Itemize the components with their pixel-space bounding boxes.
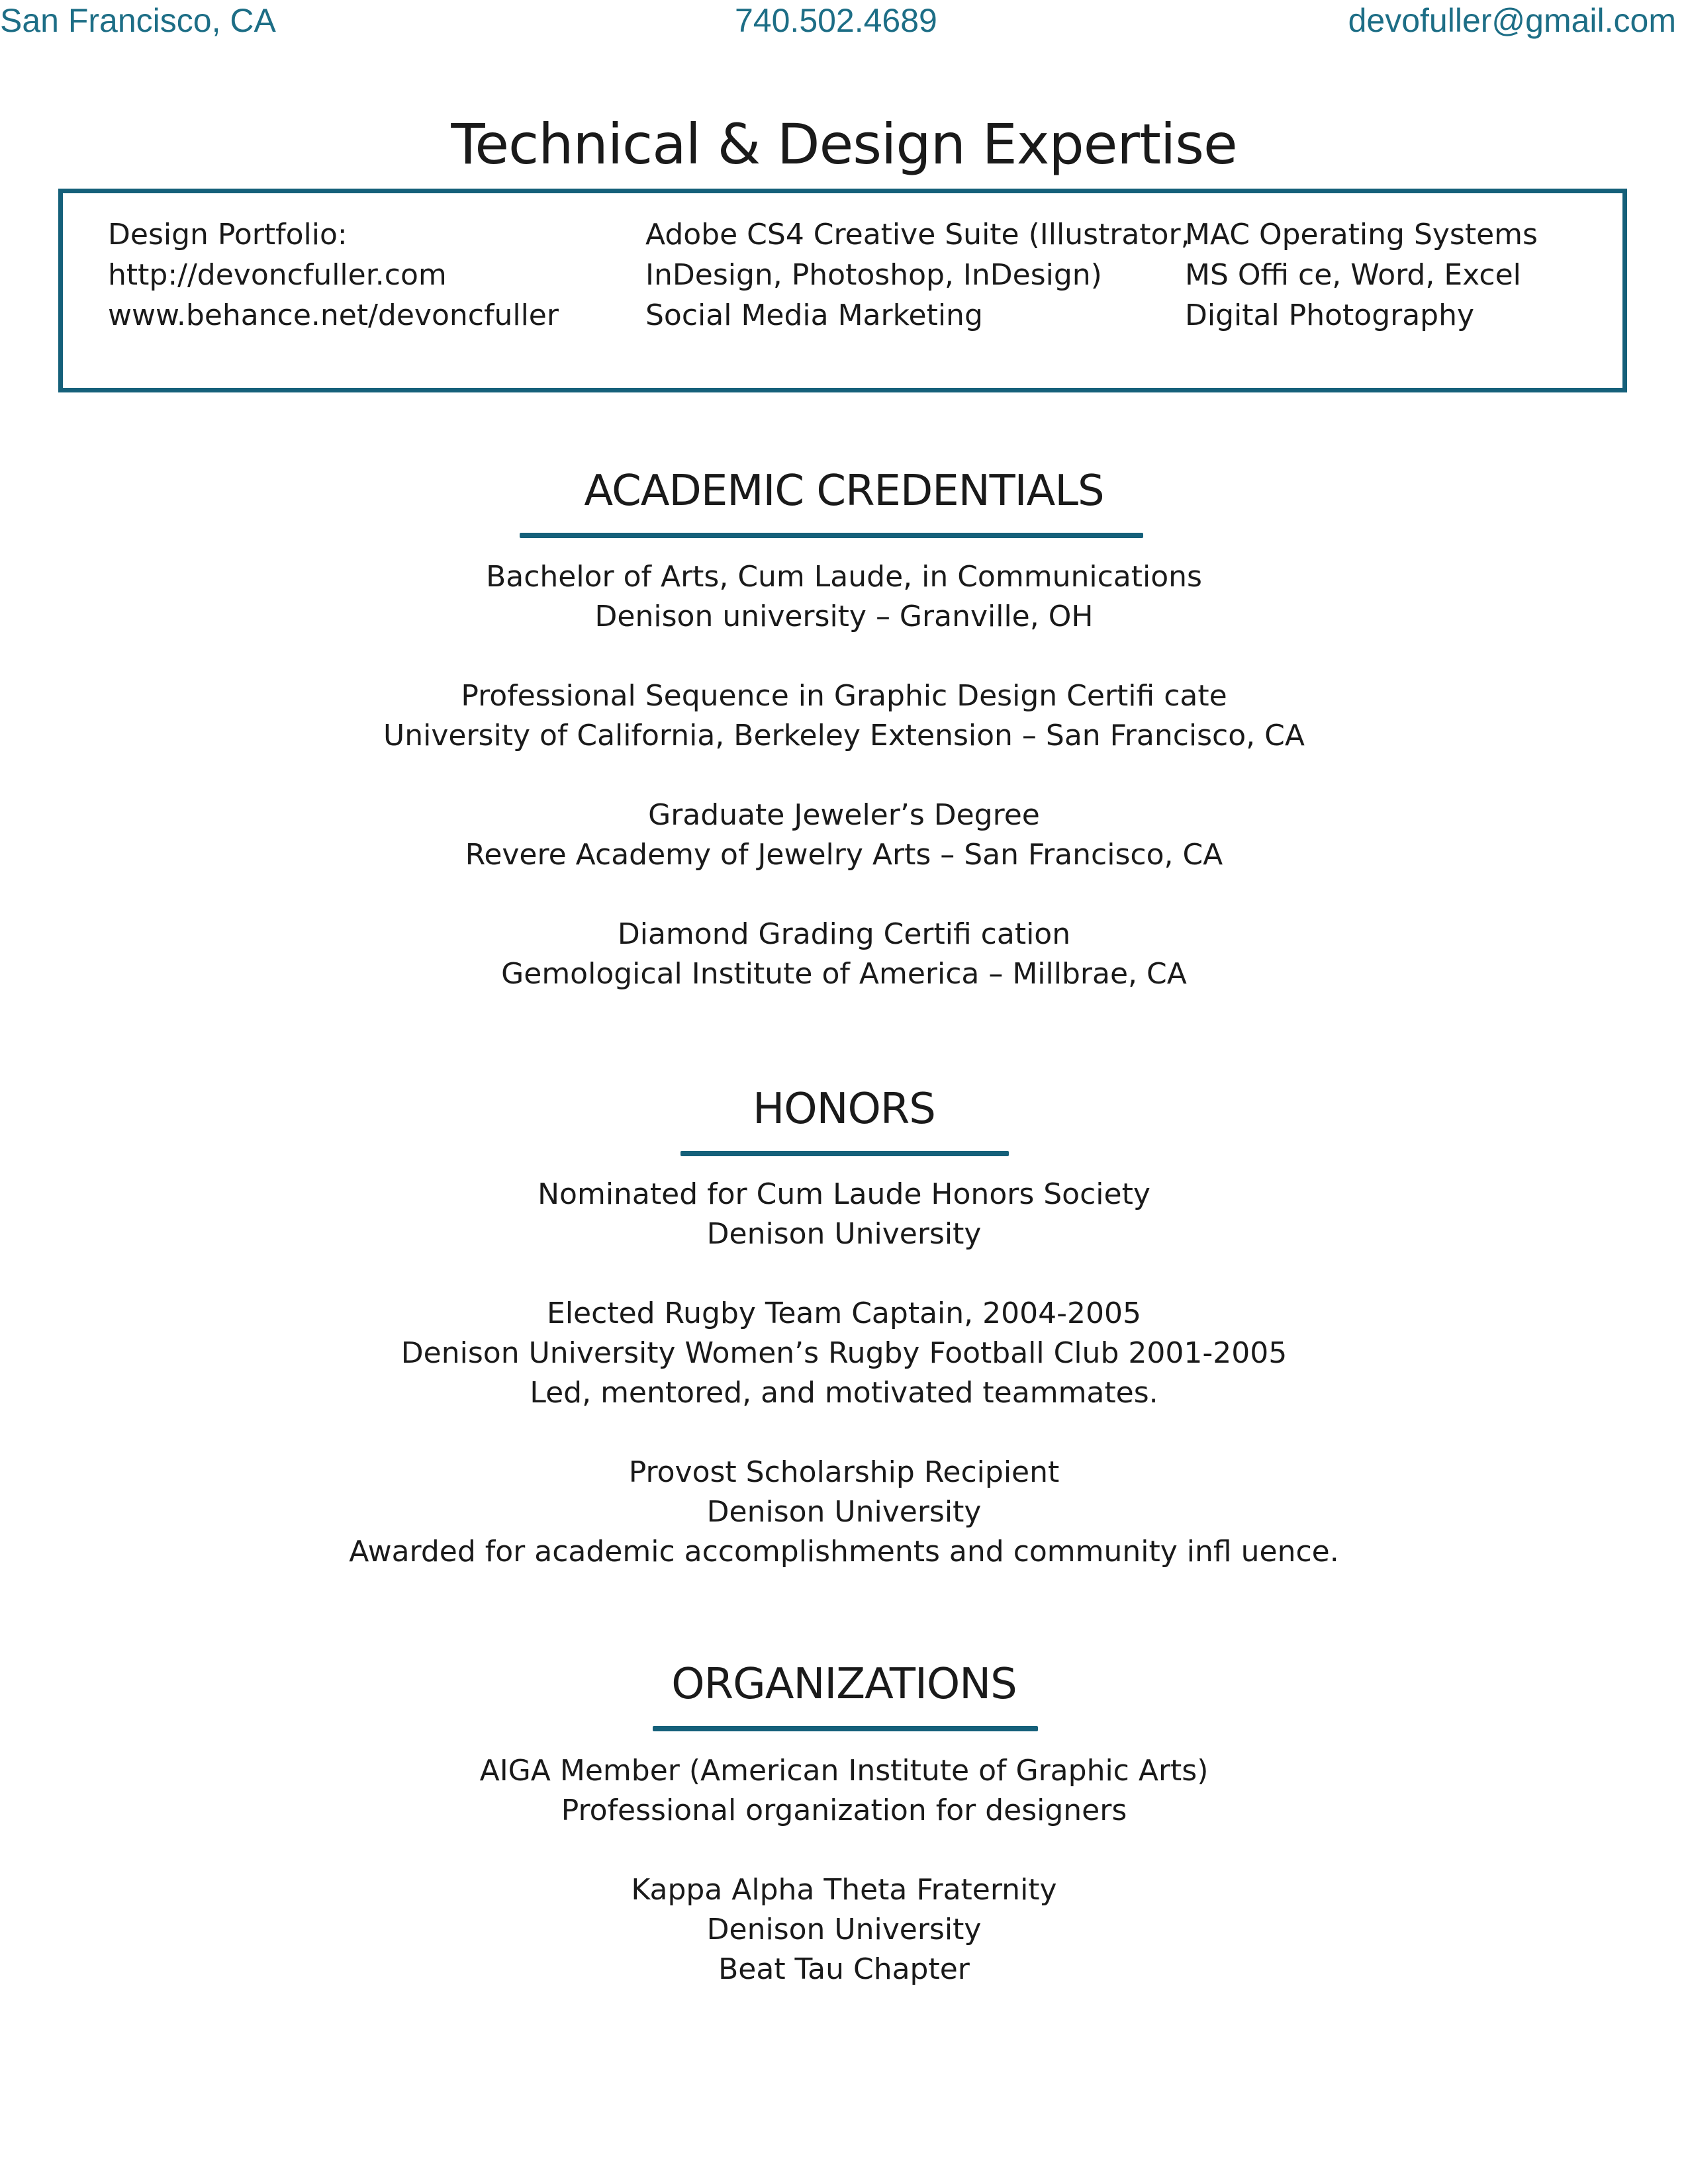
- expertise-column-systems: [1185, 214, 1538, 336]
- organizations-heading: ORGANIZATIONS: [671, 1660, 1017, 1709]
- entry-line: Denison University Women’s Rugby Football Club 2001-2005: [400, 1336, 1288, 1370]
- contact-city: San Francisco, CA: [0, 2, 276, 39]
- expertise-item: MAC Operating Systems: [1185, 218, 1538, 251]
- honors-entry: [0, 1175, 1688, 1254]
- entry-line: Led, mentored, and motivated teammates.: [530, 1376, 1158, 1410]
- entry-line: Diamond Grading Certifi cation: [617, 917, 1071, 951]
- honors-list: [0, 1175, 1688, 1572]
- entry-line: Professional Sequence in Graphic Design Certifi cate: [461, 679, 1227, 713]
- entry-line: Denison University: [706, 1913, 982, 1946]
- expertise-title: Technical & Design Expertise: [451, 112, 1237, 177]
- academic-list: [0, 557, 1688, 994]
- entry-line: University of California, Berkeley Extension – San Francisco, CA: [383, 719, 1305, 752]
- expertise-column-portfolio: [108, 214, 559, 336]
- entry-line: Graduate Jeweler’s Degree: [648, 798, 1040, 832]
- academic-divider: [520, 533, 1143, 538]
- entry-line: Gemological Institute of America – Millbrae, CA: [501, 957, 1187, 991]
- entry-line: Professional organization for designers: [561, 1794, 1127, 1827]
- academic-heading: ACADEMIC CREDENTIALS: [584, 467, 1104, 516]
- expertise-item: Social Media Marketing: [645, 298, 983, 332]
- entry-line: Nominated for Cum Laude Honors Society: [538, 1177, 1150, 1211]
- organization-entry: [0, 1751, 1688, 1831]
- expertise-column-software: [645, 214, 1190, 336]
- entry-line: Denison University: [706, 1217, 982, 1251]
- organizations-divider: [653, 1726, 1038, 1731]
- entry-line: Beat Tau Chapter: [718, 1952, 970, 1986]
- expertise-box: [58, 189, 1627, 392]
- organization-entry: [0, 1870, 1688, 1989]
- expertise-item: Digital Photography: [1185, 298, 1475, 332]
- entry-line: Denison University: [706, 1495, 982, 1529]
- entry-line: Revere Academy of Jewelry Arts – San Francisco, CA: [465, 838, 1223, 872]
- expertise-item: Design Portfolio:: [108, 218, 348, 251]
- portfolio-link[interactable]: http://devoncfuller.com: [108, 258, 447, 292]
- organizations-list: [0, 1751, 1688, 1989]
- academic-entry: [0, 796, 1688, 875]
- academic-entry: [0, 557, 1688, 637]
- honors-heading: HONORS: [753, 1085, 935, 1134]
- contact-email[interactable]: devofuller@gmail.com: [1348, 2, 1676, 39]
- behance-link[interactable]: www.behance.net/devoncfuller: [108, 298, 559, 332]
- academic-entry: [0, 915, 1688, 994]
- honors-divider: [680, 1151, 1009, 1156]
- honors-entry: [0, 1294, 1688, 1413]
- entry-line: Denison university – Granville, OH: [594, 600, 1094, 633]
- entry-line: Provost Scholarship Recipient: [628, 1455, 1060, 1489]
- expertise-item: Adobe CS4 Creative Suite (Illustrator,: [645, 218, 1190, 251]
- entry-line: Elected Rugby Team Captain, 2004-2005: [547, 1297, 1141, 1330]
- expertise-item: MS Offi ce, Word, Excel: [1185, 258, 1521, 292]
- entry-line: Awarded for academic accomplishments and community infl uence.: [349, 1535, 1339, 1569]
- entry-line: Kappa Alpha Theta Fraternity: [631, 1873, 1057, 1907]
- entry-line: AIGA Member (American Institute of Graphic Arts): [479, 1754, 1209, 1788]
- contact-phone: 740.502.4689: [735, 2, 937, 39]
- academic-entry: [0, 676, 1688, 756]
- honors-entry: [0, 1453, 1688, 1572]
- entry-line: Bachelor of Arts, Cum Laude, in Communications: [486, 560, 1202, 594]
- expertise-item: InDesign, Photoshop, InDesign): [645, 258, 1102, 292]
